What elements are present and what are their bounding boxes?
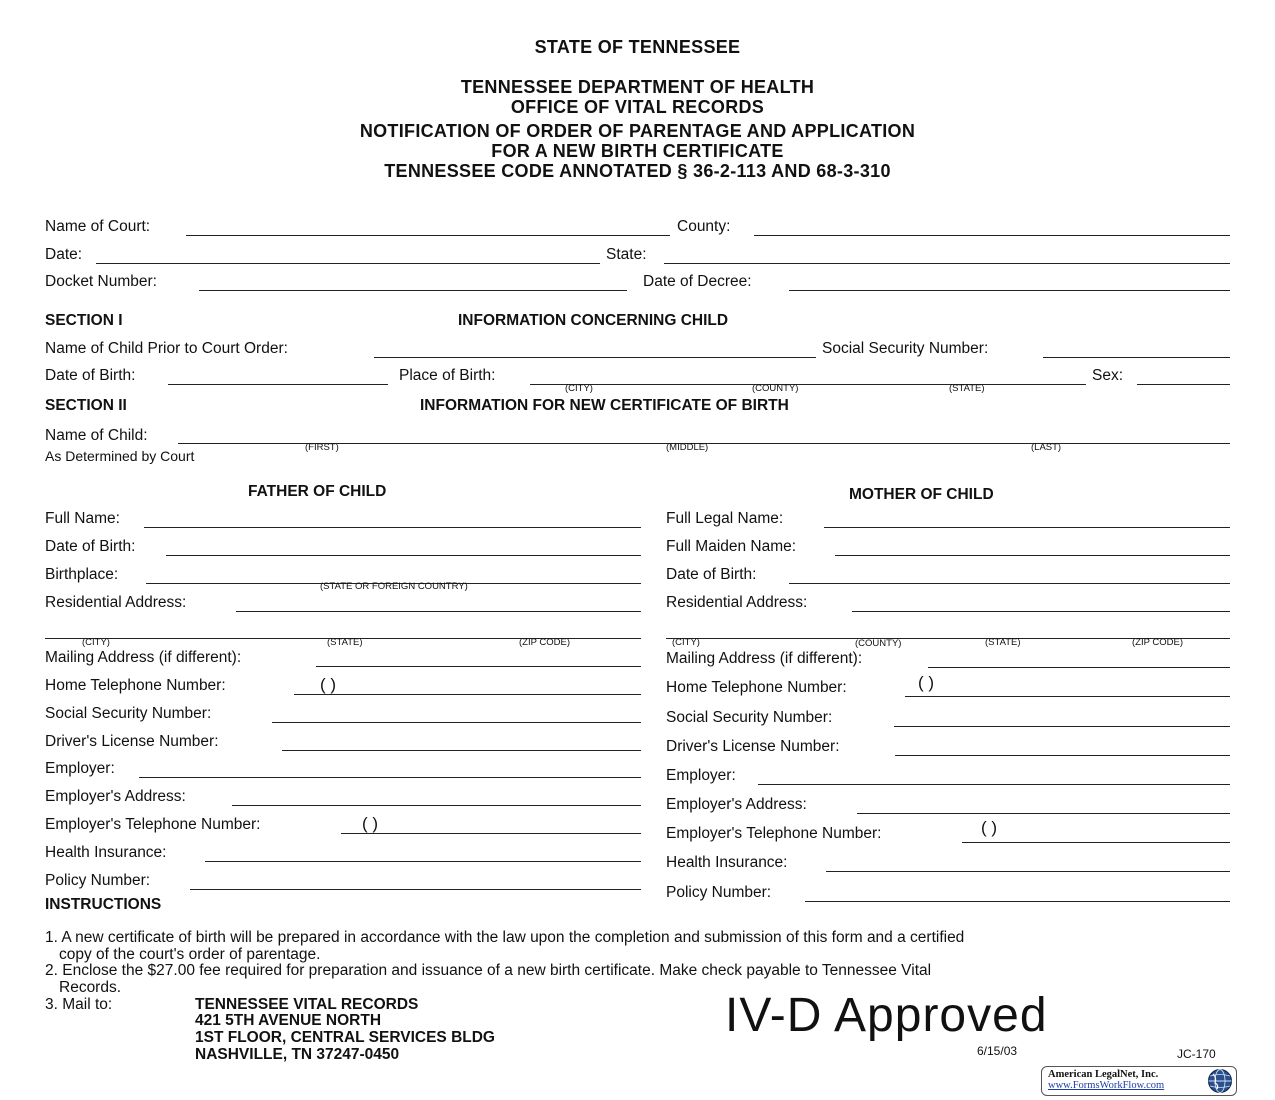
father-employer-field[interactable] bbox=[139, 777, 641, 778]
father-dob-field[interactable] bbox=[166, 555, 641, 556]
father-ssn-label: Social Security Number: bbox=[45, 705, 212, 722]
father-full-name-field[interactable] bbox=[144, 527, 641, 528]
child-ssn-label: Social Security Number: bbox=[822, 340, 989, 357]
state-label: State: bbox=[606, 246, 647, 263]
father-health-insurance-label: Health Insurance: bbox=[45, 844, 167, 861]
county-field[interactable] bbox=[754, 235, 1230, 236]
hint-county: (COUNTY) bbox=[752, 383, 799, 394]
date-of-decree-label: Date of Decree: bbox=[643, 273, 752, 290]
new-child-name-label: Name of Child: bbox=[45, 427, 148, 444]
county-label: County: bbox=[677, 218, 731, 235]
child-ssn-field[interactable] bbox=[1043, 357, 1230, 358]
mother-dob-field[interactable] bbox=[789, 583, 1230, 584]
section-2-title: INFORMATION FOR NEW CERTIFICATE OF BIRTH bbox=[420, 397, 789, 414]
mother-full-maiden-label: Full Maiden Name: bbox=[666, 538, 797, 555]
mother-employer-phone-field[interactable] bbox=[962, 842, 1230, 843]
instruction-1-line2: copy of the court's order of parentage. bbox=[59, 946, 321, 963]
father-ssn-field[interactable] bbox=[272, 722, 641, 723]
child-name-prior-label: Name of Child Prior to Court Order: bbox=[45, 340, 288, 357]
mother-mailing-field[interactable] bbox=[928, 667, 1230, 668]
father-employer-address-field[interactable] bbox=[232, 805, 641, 806]
mail-address-line1: TENNESSEE VITAL RECORDS bbox=[195, 996, 419, 1013]
father-health-insurance-field[interactable] bbox=[205, 861, 641, 862]
as-determined-by-court: As Determined by Court bbox=[45, 448, 195, 464]
mother-full-legal-field[interactable] bbox=[824, 527, 1230, 528]
father-section-title: FATHER OF CHILD bbox=[248, 483, 387, 500]
child-place-of-birth-field[interactable] bbox=[530, 384, 1086, 385]
child-dob-label: Date of Birth: bbox=[45, 367, 136, 384]
section-2-label: SECTION II bbox=[45, 397, 127, 414]
hint-middle: (MIDDLE) bbox=[666, 442, 709, 453]
father-residential-address-field[interactable] bbox=[236, 611, 641, 612]
father-home-phone-label: Home Telephone Number: bbox=[45, 677, 226, 694]
hint-last: (LAST) bbox=[1031, 442, 1062, 453]
father-employer-label: Employer: bbox=[45, 760, 115, 777]
father-dl-field[interactable] bbox=[282, 750, 641, 751]
mother-policy-field[interactable] bbox=[805, 901, 1230, 902]
father-home-phone-area-code: ( ) bbox=[320, 675, 337, 694]
state-field[interactable] bbox=[664, 263, 1230, 264]
mother-residential-address-label: Residential Address: bbox=[666, 594, 808, 611]
docket-number-label: Docket Number: bbox=[45, 273, 157, 290]
mother-hint-zip: (ZIP CODE) bbox=[1132, 637, 1184, 648]
mail-address-line4: NASHVILLE, TN 37247-0450 bbox=[195, 1046, 400, 1063]
header-office: OFFICE OF VITAL RECORDS bbox=[510, 97, 765, 117]
father-hint-state: (STATE) bbox=[327, 637, 363, 648]
mother-dob-label: Date of Birth: bbox=[666, 566, 757, 583]
mother-employer-field[interactable] bbox=[758, 784, 1230, 785]
mother-ssn-label: Social Security Number: bbox=[666, 709, 833, 726]
form-title-line3: TENNESSEE CODE ANNOTATED § 36-2-113 AND 68-3-310 bbox=[384, 161, 891, 181]
mother-employer-address-field[interactable] bbox=[857, 813, 1230, 814]
mother-hint-state: (STATE) bbox=[985, 637, 1021, 648]
mother-dl-label: Driver's License Number: bbox=[666, 738, 840, 755]
mail-address-line3: 1ST FLOOR, CENTRAL SERVICES BLDG bbox=[195, 1029, 495, 1046]
child-dob-field[interactable] bbox=[168, 384, 388, 385]
father-employer-address-label: Employer's Address: bbox=[45, 788, 186, 805]
section-1-label: SECTION I bbox=[45, 312, 123, 329]
mother-hint-county: (COUNTY) bbox=[855, 638, 902, 649]
instruction-1-line1: 1. A new certificate of birth will be prepared in accordance with the law upon the completion and submission of this form and a certified bbox=[45, 929, 965, 946]
hint-state: (STATE) bbox=[949, 383, 985, 394]
date-field[interactable] bbox=[96, 263, 600, 264]
date-of-decree-field[interactable] bbox=[789, 290, 1230, 291]
child-place-of-birth-label: Place of Birth: bbox=[399, 367, 496, 384]
mother-health-insurance-field[interactable] bbox=[826, 871, 1230, 872]
father-birthplace-label: Birthplace: bbox=[45, 566, 119, 583]
father-dob-label: Date of Birth: bbox=[45, 538, 136, 555]
iv-d-approved-stamp: IV-D Approved bbox=[725, 989, 1048, 1042]
docket-number-field[interactable] bbox=[199, 290, 627, 291]
father-policy-label: Policy Number: bbox=[45, 872, 151, 889]
instruction-3: 3. Mail to: bbox=[45, 996, 113, 1013]
father-policy-field[interactable] bbox=[190, 889, 641, 890]
father-hint-city: (CITY) bbox=[82, 637, 110, 648]
father-full-name-label: Full Name: bbox=[45, 510, 120, 527]
header-department: TENNESSEE DEPARTMENT OF HEALTH bbox=[460, 77, 815, 97]
father-birthplace-hint: (STATE OR FOREIGN COUNTRY) bbox=[320, 581, 468, 592]
father-employer-phone-label: Employer's Telephone Number: bbox=[45, 816, 261, 833]
logo-url-link[interactable]: www.FormsWorkFlow.com bbox=[1048, 1080, 1165, 1091]
father-mailing-field[interactable] bbox=[316, 666, 641, 667]
logo-company-name: American LegalNet, Inc. bbox=[1048, 1069, 1159, 1080]
instruction-2-line2: Records. bbox=[59, 979, 122, 996]
mother-employer-address-label: Employer's Address: bbox=[666, 796, 807, 813]
father-mailing-label: Mailing Address (if different): bbox=[45, 649, 242, 666]
section-1-title: INFORMATION CONCERNING CHILD bbox=[458, 312, 729, 329]
child-sex-label: Sex: bbox=[1092, 367, 1124, 384]
mother-employer-label: Employer: bbox=[666, 767, 736, 784]
instruction-2-line1: 2. Enclose the $27.00 fee required for preparation and issuance of a new birth certificate. Make check payable to Tennessee Vital bbox=[45, 962, 932, 979]
mother-employer-phone-label: Employer's Telephone Number: bbox=[666, 825, 882, 842]
instructions-title: INSTRUCTIONS bbox=[45, 896, 162, 913]
father-employer-phone-field[interactable] bbox=[341, 833, 641, 834]
father-employer-phone-area-code: ( ) bbox=[362, 814, 379, 833]
mother-employer-phone-area-code: ( ) bbox=[981, 818, 998, 837]
father-residential-address-label: Residential Address: bbox=[45, 594, 187, 611]
date-label: Date: bbox=[45, 246, 83, 263]
hint-first: (FIRST) bbox=[305, 442, 339, 453]
mother-residential-address-field[interactable] bbox=[852, 611, 1230, 612]
globe-icon bbox=[1207, 1068, 1233, 1094]
form-id: JC-170 bbox=[1177, 1047, 1216, 1061]
mother-policy-label: Policy Number: bbox=[666, 884, 772, 901]
father-home-phone-field[interactable] bbox=[294, 694, 641, 695]
american-legalnet-logo[interactable] bbox=[1041, 1066, 1237, 1096]
mother-home-phone-area-code: ( ) bbox=[918, 673, 935, 692]
form-title-line2: FOR A NEW BIRTH CERTIFICATE bbox=[491, 141, 784, 161]
name-of-court-label: Name of Court: bbox=[45, 218, 151, 235]
child-sex-field[interactable] bbox=[1137, 384, 1230, 385]
mother-hint-city: (CITY) bbox=[672, 637, 700, 648]
child-name-prior-field[interactable] bbox=[374, 357, 816, 358]
father-dl-label: Driver's License Number: bbox=[45, 733, 219, 750]
name-of-court-field[interactable] bbox=[186, 235, 670, 236]
mail-address-line2: 421 5TH AVENUE NORTH bbox=[195, 1012, 382, 1029]
mother-home-phone-field[interactable] bbox=[905, 696, 1230, 697]
mother-health-insurance-label: Health Insurance: bbox=[666, 854, 788, 871]
header-state: STATE OF TENNESSEE bbox=[534, 37, 741, 57]
mother-section-title: MOTHER OF CHILD bbox=[849, 486, 994, 503]
mother-mailing-label: Mailing Address (if different): bbox=[666, 650, 863, 667]
mother-full-legal-label: Full Legal Name: bbox=[666, 510, 784, 527]
hint-city: (CITY) bbox=[565, 383, 593, 394]
form-title-line1: NOTIFICATION OF ORDER OF PARENTAGE AND APPLICATION bbox=[359, 121, 916, 141]
father-hint-zip: (ZIP CODE) bbox=[519, 637, 571, 648]
form-date: 6/15/03 bbox=[977, 1044, 1018, 1058]
mother-home-phone-label: Home Telephone Number: bbox=[666, 679, 847, 696]
mother-ssn-field[interactable] bbox=[894, 726, 1230, 727]
mother-full-maiden-field[interactable] bbox=[835, 555, 1230, 556]
mother-dl-field[interactable] bbox=[895, 755, 1230, 756]
